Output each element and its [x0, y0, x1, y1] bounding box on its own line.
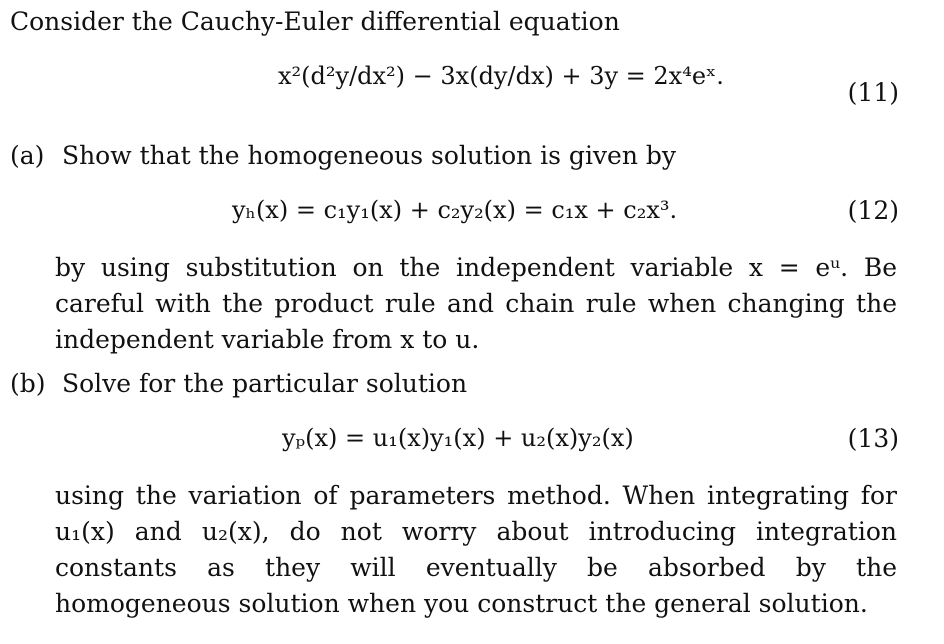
part-b-text: Solve for the particular solution	[61, 369, 468, 398]
equation-11: x²(d²y/dx²) − 3x(dy/dx) + 3y = 2x⁴eˣ.	[278, 62, 724, 90]
part-a-text: Show that the homogeneous solution is given by	[61, 141, 677, 170]
part-a-label: (a)	[10, 141, 45, 170]
part-b-label: (b)	[10, 369, 46, 398]
part-a-heading	[10, 138, 676, 174]
equation-12: yₕ(x) = c₁y₁(x) + c₂y₂(x) = c₁x + c₂x³.	[232, 196, 678, 224]
equation-number-12: (12)	[847, 196, 899, 225]
equation-number-13: (13)	[847, 424, 899, 453]
part-b-heading	[10, 366, 467, 402]
equation-13: yₚ(x) = u₁(x)y₁(x) + u₂(x)y₂(x)	[282, 424, 634, 452]
equation-number-11: (11)	[847, 78, 899, 107]
intro-text: Consider the Cauchy-Euler differential equation	[10, 7, 620, 36]
part-a-body: by using substitution on the independent variable x = eᵘ. Be careful with the product rule and chain rule when changing the independent variable from x to u.	[55, 253, 897, 354]
part-b-body: using the variation of parameters method. When integrating for u₁(x) and u₂(x), do not worry about introducing integration constants as they will eventually be absorbed by the homogeneous solution when you construct the general solution.	[55, 481, 897, 618]
